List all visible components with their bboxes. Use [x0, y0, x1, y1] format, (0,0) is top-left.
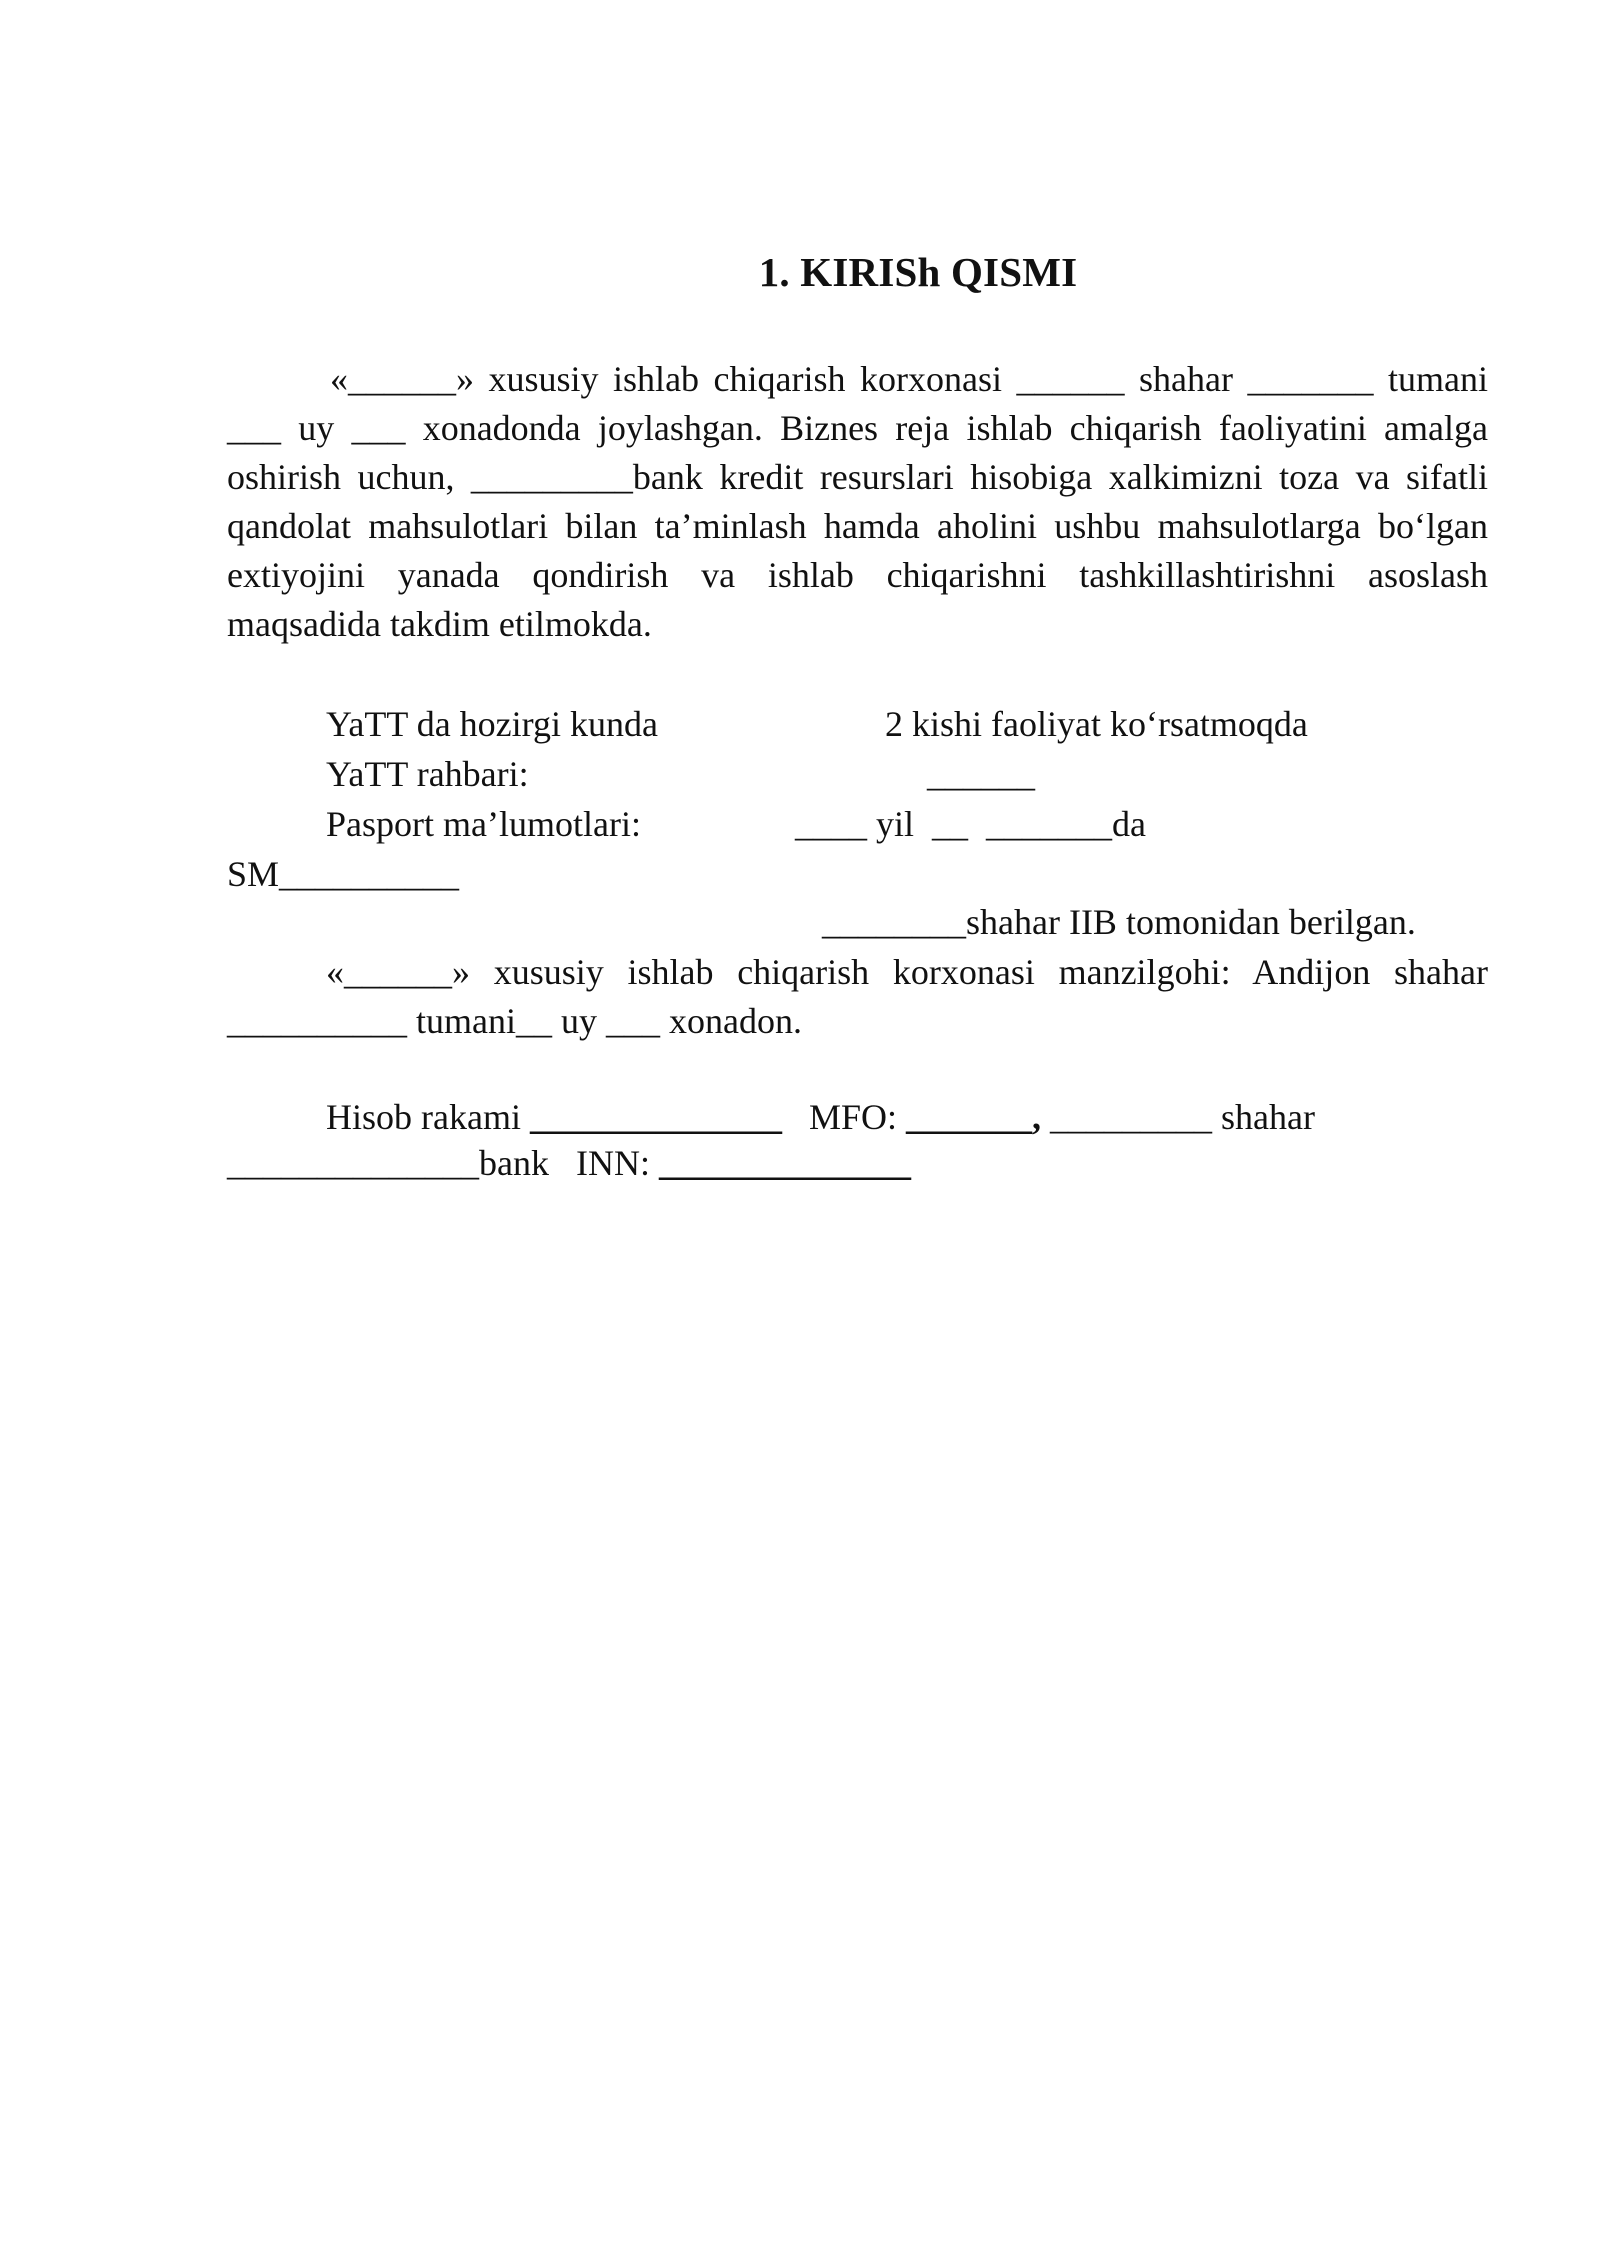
passport-issuer: ________shahar IIB tomonidan berilgan. [822, 902, 1416, 942]
mfo-blank: _______, [906, 1097, 1041, 1137]
head-value: ______ [927, 754, 1035, 794]
head-label: YaTT rahbari: [326, 754, 529, 794]
intro-line-3: oshirish uchun, _________bank kredit resurslari hisobiga xalkimizni toza va sifatli [227, 457, 1488, 497]
bank-blank: ______________bank [227, 1143, 549, 1183]
inn-label: INN: [575, 1143, 650, 1183]
passport-value: ____ yil __ _______da [795, 804, 1146, 844]
intro-line-2: ___ uy ___ xonadonda joylashgan. Biznes reja ishlab chiqarish faoliyatini amalga [227, 408, 1488, 448]
address-line-2: __________ tumani__ uy ___ xonadon. [227, 1001, 802, 1041]
inn-blank: ______________ [658, 1143, 911, 1183]
staff-value: 2 kishi faoliyat ko‘rsatmoqda [885, 704, 1308, 744]
bank-account-blank: ______________ [529, 1097, 782, 1137]
city-blank: _________ shahar [1050, 1097, 1315, 1137]
intro-line-5: extiyojini yanada qondirish va ishlab chiqarishni tashkillashtirishni asoslash [227, 555, 1488, 595]
intro-line-4: qandolat mahsulotlari bilan ta’minlash hamda aholini ushbu mahsulotlarga bo‘lgan [227, 506, 1488, 546]
staff-label: YaTT da hozirgi kunda [326, 704, 658, 744]
passport-series: SM__________ [227, 854, 460, 894]
intro-line-6: maqsadida takdim etilmokda. [227, 604, 652, 644]
mfo-label: MFO: [808, 1097, 897, 1137]
section-title: 1. KIRISh QISMI [758, 249, 1078, 295]
intro-line-1: «______» xususiy ishlab chiqarish korxonasi ______ shahar _______ tumani [330, 359, 1488, 399]
bank-account-label: Hisob rakami [326, 1097, 521, 1137]
address-line-1: «______» xususiy ishlab chiqarish korxonasi manzilgohi: Andijon shahar [326, 952, 1488, 992]
passport-label: Pasport ma’lumotlari: [326, 804, 641, 844]
bank-details-line-2 [227, 1139, 911, 1188]
bank-details-line-1 [326, 1093, 1315, 1142]
